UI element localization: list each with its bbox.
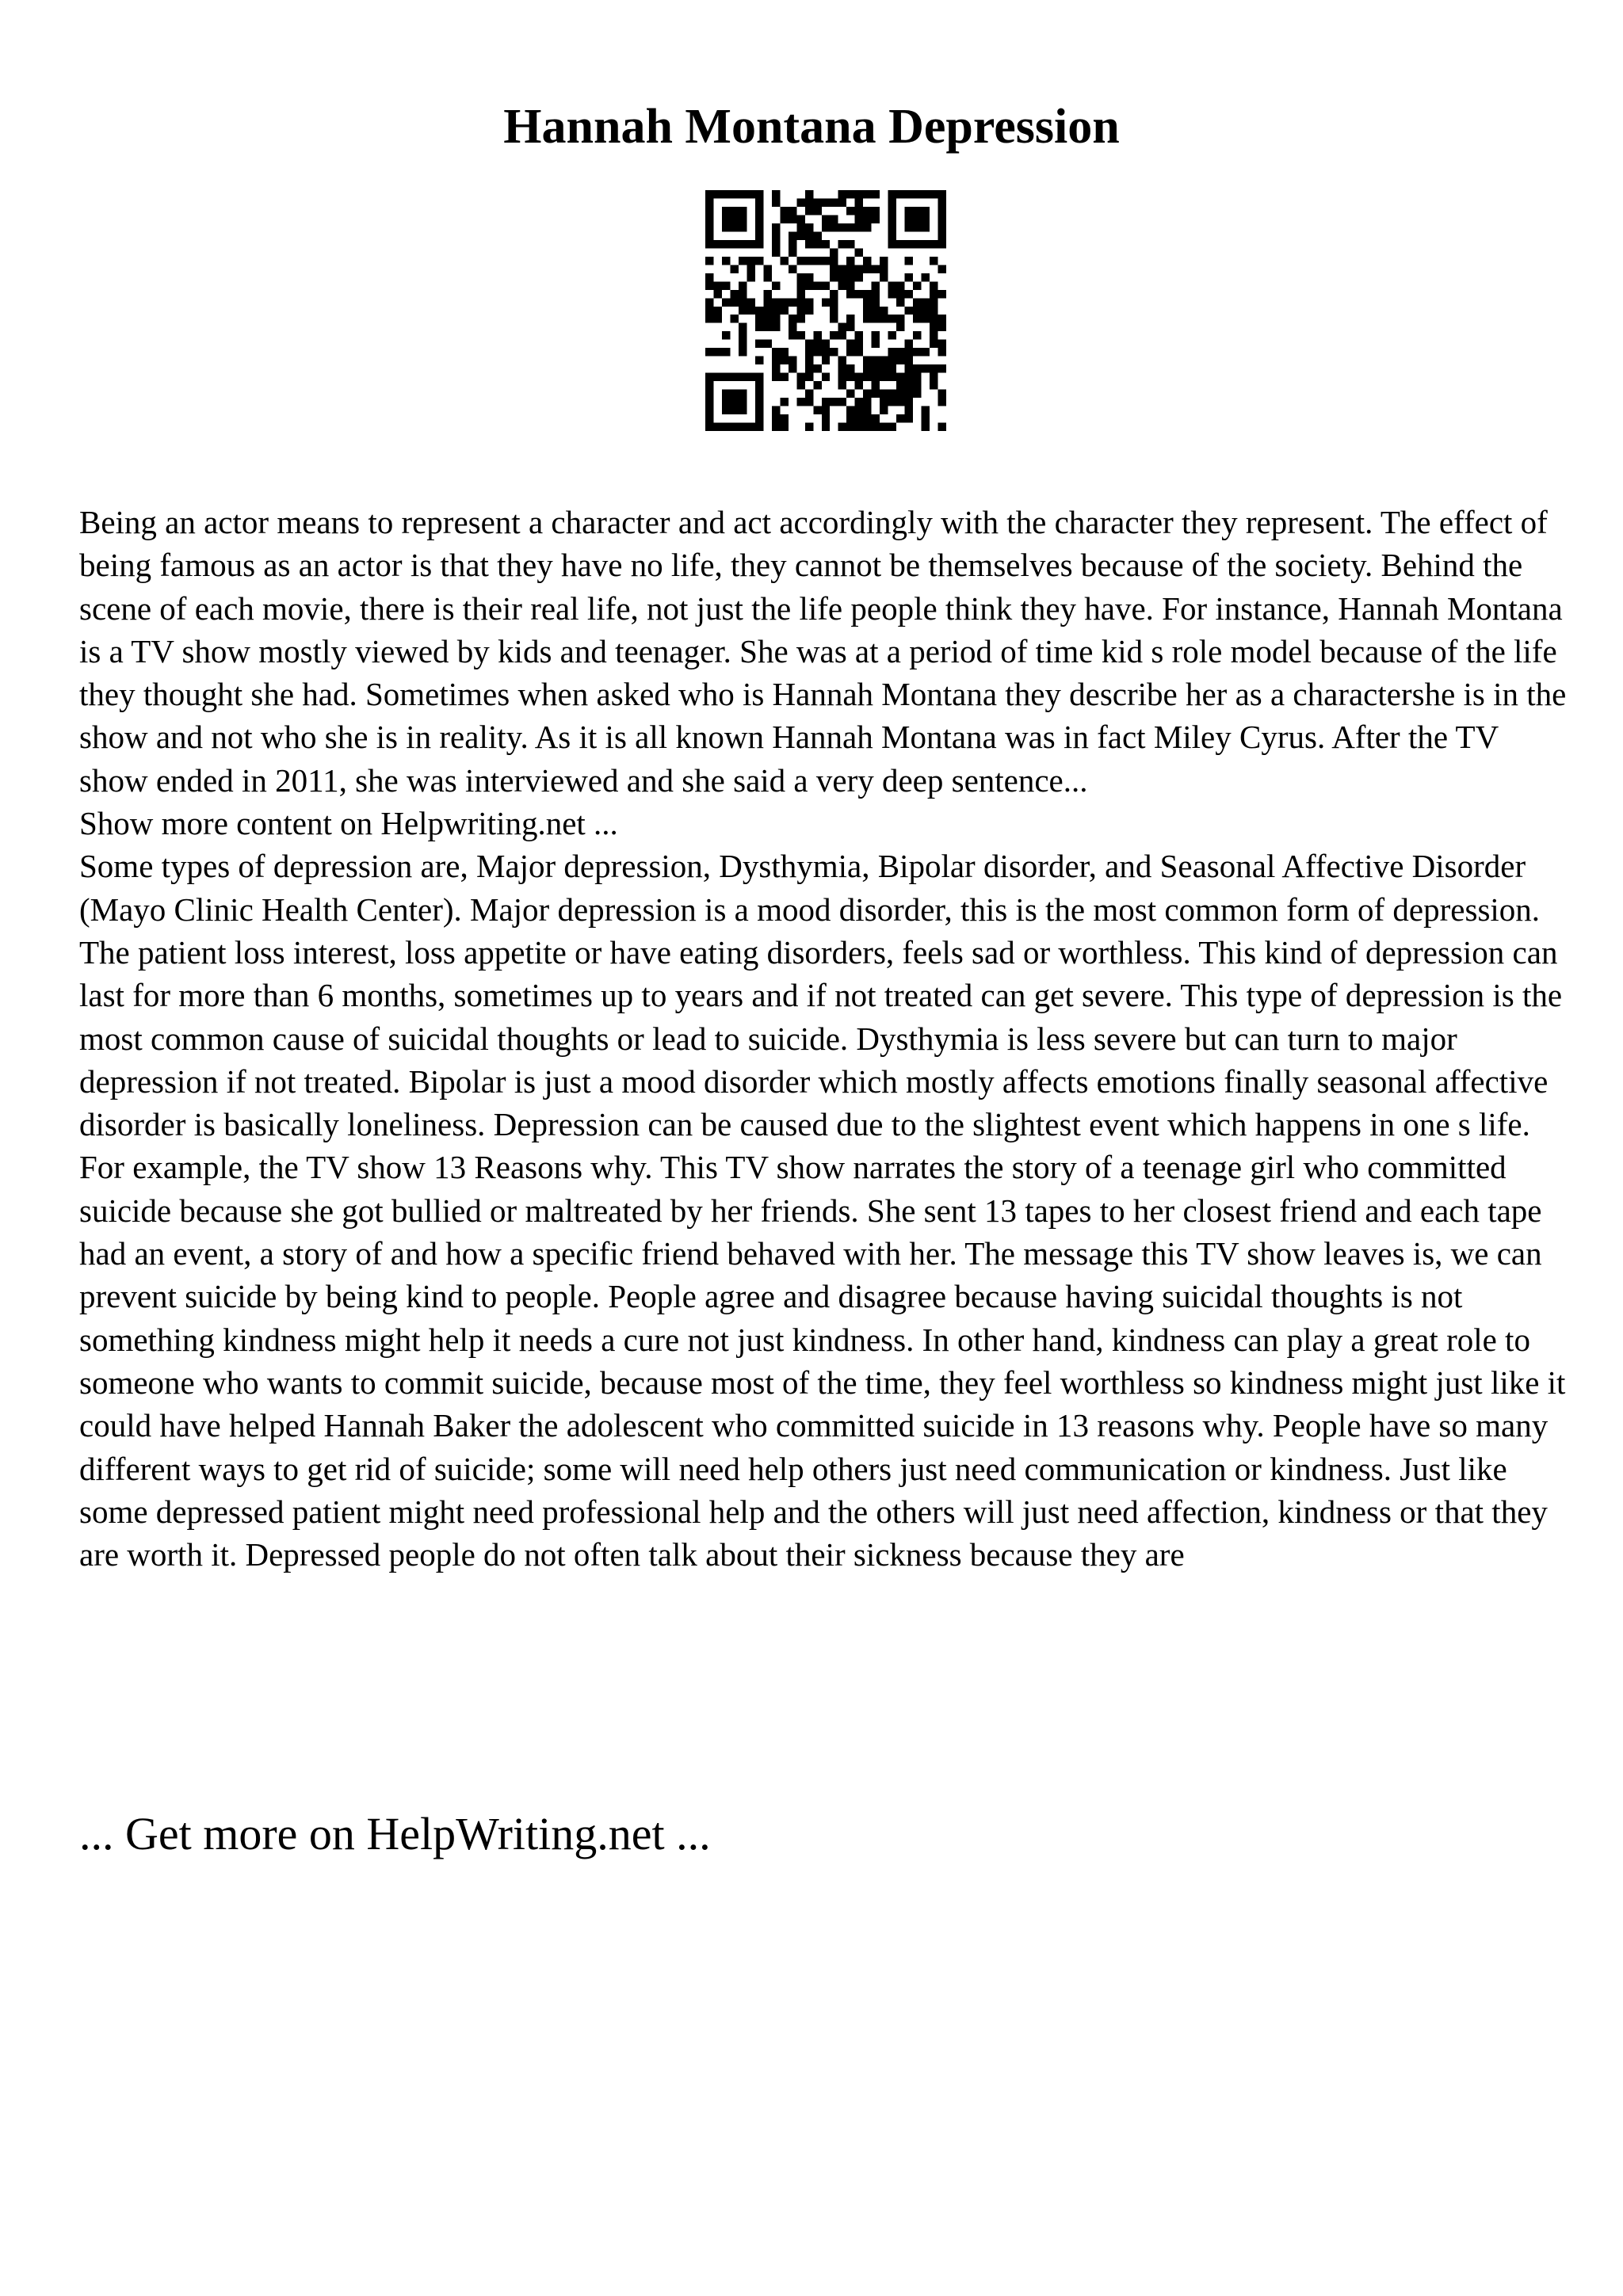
article-paragraph-2: Some types of depression are, Major depression, Dysthymia, Bipolar disorder, and Seasonal Affective Disorder (Mayo Clinic Health Center). Major depression is a mood disorder, this is the most common form of depression. The patient loss interest, loss appetite or have eating disorders, feels sad or worthless. This kind of depression can last for more than 6 months, sometimes up to years and if not treated can get severe. This type of depression is the most common cause of suicidal thoughts or lead to suicide. Dysthymia is less severe but can turn to major depression if not treated. Bipolar is just a mood disorder which mostly affects emotions finally seasonal affective disorder is basically loneliness. Depression can be caused due to the slightest event which happens in one s life. For example, the TV show 13 Reasons why. This TV show narrates the story of a teenage girl who committed suicide because she got bullied or maltreated by her friends. She sent 13 tapes to her closest friend and each tape had an event, a story of and how a specific friend behaved with her. The message this TV show leaves is, we can prevent suicide by being kind to people. People agree and disagree because having suicidal thoughts is not something kindness might help it needs a cure not just kindness. In other hand, kindness can play a great role to someone who wants to commit suicide, because most of the time, they feel worthless so kindness might just like it could have helped Hannah Baker the adolescent who committed suicide in 13 reasons why. People have so many different ways to get rid of suicide; some will need help others just need communication or kindness. Just like some depressed patient might need professional help and the others will just need affection, kindness or that they are worth it. Depressed people do not often talk about their sickness because they are bbox=[79, 848, 1566, 1573]
article-paragraph-1: Being an actor means to represent a character and act accordingly with the character they represent. The effect of being famous as an actor is that they have no life, they cannot be themselves because of the society. Behind the scene of each movie, there is their real life, not just the life people think they have. For instance, Hannah Montana is a TV show mostly viewed by kids and teenager. She was at a period of time kid s role model because of the life they thought she had. Sometimes when asked who is Hannah Montana they describe her as a charactershe is in the show and not who she is in reality. As it is all known Hannah Montana was in fact Miley Cyrus. After the TV show ended in 2011, she was interviewed and she said a very deep sentence... bbox=[79, 504, 1567, 799]
qr-code-icon bbox=[705, 190, 946, 431]
show-more-link[interactable]: Show more content on Helpwriting.net ... bbox=[79, 805, 618, 842]
qr-code[interactable] bbox=[705, 190, 946, 431]
article-body bbox=[79, 501, 1569, 1576]
get-more-link[interactable]: ... Get more on HelpWriting.net ... bbox=[79, 1808, 711, 1859]
document-title: Hannah Montana Depression bbox=[503, 100, 1120, 154]
